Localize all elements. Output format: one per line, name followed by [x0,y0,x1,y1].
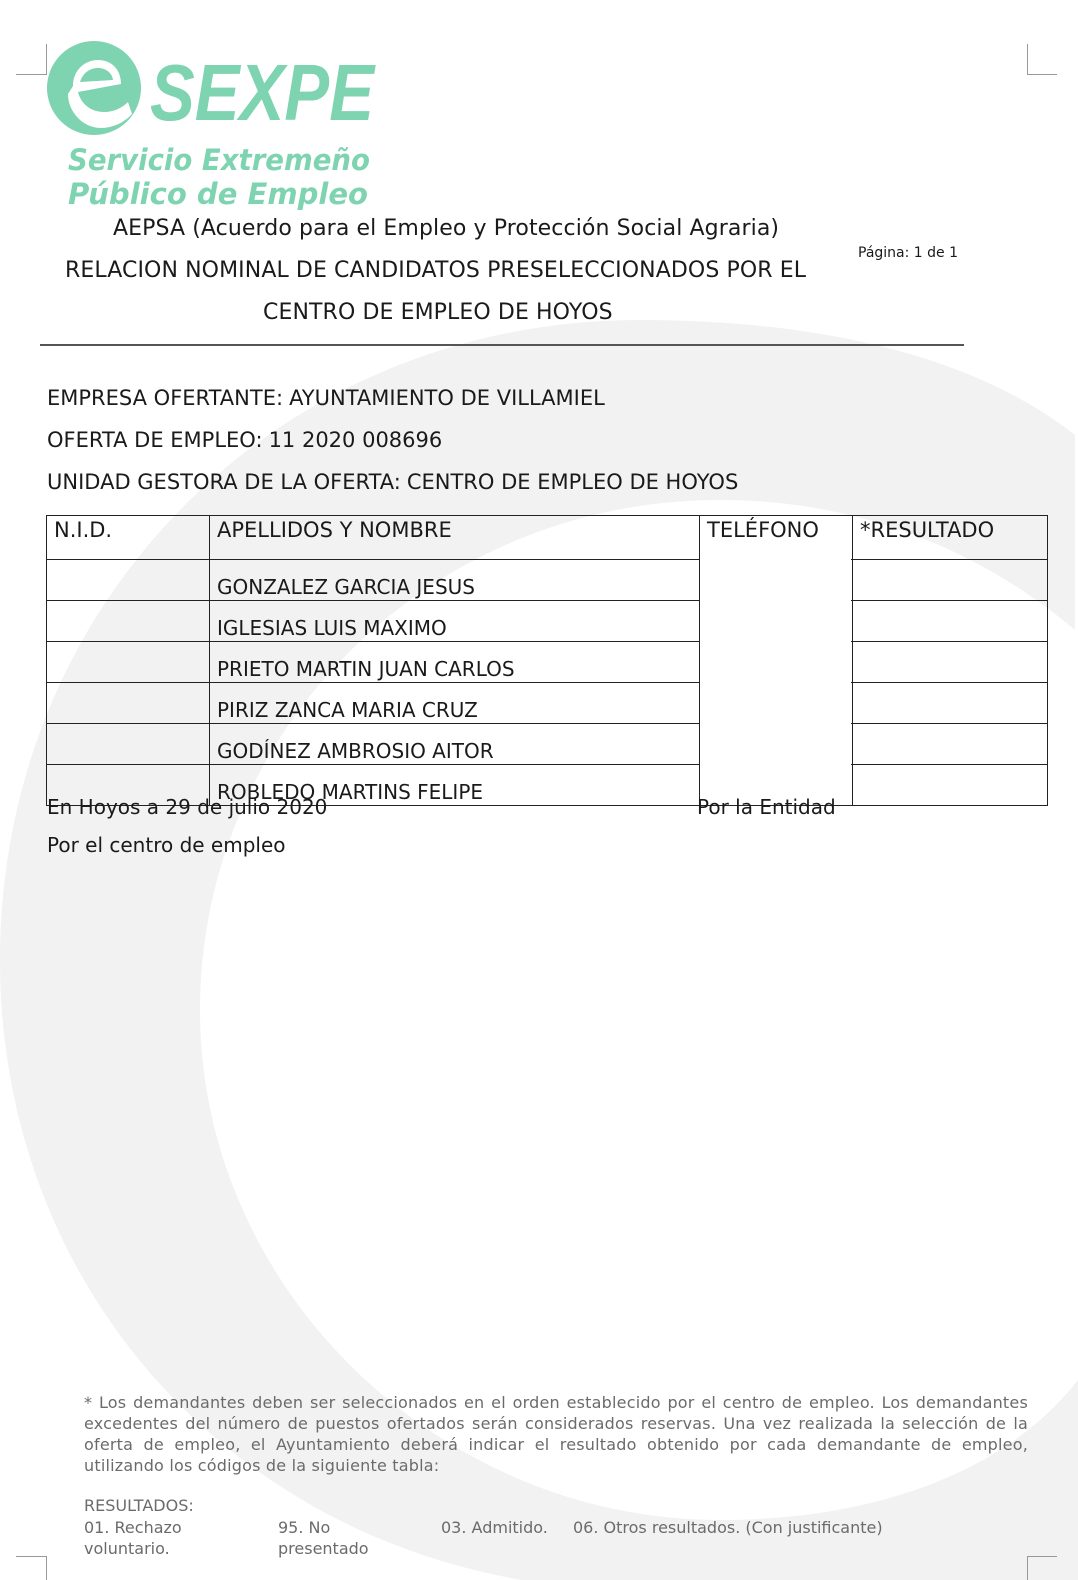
results-title: RESULTADOS: [84,1496,194,1515]
cell-name: ROBLEDO MARTINS FELIPE [210,765,700,806]
table-row [47,560,1048,601]
footer-note: * Los demandantes deben ser seleccionados en el orden establecido por el centro de empleo. Los demandantes excedentes del número de puestos ofertados serán considerados reservas. Una vez realizada la selección de la oferta de empleo, el Ayuntamiento deberá indicar el resultado obtenido por cada demandante de empleo, utilizando los códigos de la siguiente tabla: [84,1393,1028,1475]
company-label: EMPRESA OFERTANTE: [47,386,284,410]
cell-nid [47,724,210,765]
header-result: *RESULTADO [853,516,1048,560]
table-row [47,724,1048,765]
logo-subtitle-1: Servicio Extremeño [68,143,370,177]
cell-result [853,601,1048,642]
unit-value: CENTRO DE EMPLEO DE HOYOS [406,470,739,494]
result-code-06: 06. Otros resultados. (Con justificante) [573,1518,883,1537]
cell-result [853,560,1048,601]
offer-line [47,428,442,452]
header-divider [40,344,964,346]
header-phone: TELÉFONO [700,516,853,560]
place-date: En Hoyos a 29 de julio 2020 [47,795,328,819]
cell-result [853,683,1048,724]
cell-name: PIRIZ ZANCA MARIA CRUZ [210,683,700,724]
company-value: AYUNTAMIENTO DE VILLAMIEL [289,386,605,410]
table-row [47,601,1048,642]
cell-nid [47,642,210,683]
by-center-label: Por el centro de empleo [47,833,286,857]
cell-nid [47,560,210,601]
result-code-01: 01. Rechazo voluntario. [84,1518,182,1558]
cell-name: GODÍNEZ AMBROSIO AITOR [210,724,700,765]
header-line-3: CENTRO DE EMPLEO DE HOYOS [263,300,613,325]
table-row [47,642,1048,683]
header-line-2: RELACION NOMINAL DE CANDIDATOS PRESELECCIONADOS POR EL [65,258,807,283]
cell-nid [47,601,210,642]
cell-result [853,642,1048,683]
header-name: APELLIDOS Y NOMBRE [210,516,700,560]
header-line-1: AEPSA (Acuerdo para el Empleo y Protección Social Agraria) [113,216,780,241]
result-code-95: 95. No presentado [278,1518,369,1558]
company-line [47,386,605,410]
result-code-03: 03. Admitido. [441,1518,548,1537]
redaction-box [700,557,851,795]
header-nid: N.I.D. [47,516,210,560]
offer-label: OFERTA DE EMPLEO: [47,428,263,452]
unit-line [47,470,738,494]
cell-name: PRIETO MARTIN JUAN CARLOS [210,642,700,683]
cell-name: IGLESIAS LUIS MAXIMO [210,601,700,642]
logo-name: SEXPE [150,48,377,137]
by-entity-label: Por la Entidad [697,795,836,819]
cell-nid [47,683,210,724]
table-header-row [47,516,1048,560]
unit-label: UNIDAD GESTORA DE LA OFERTA: [47,470,401,494]
table-row [47,683,1048,724]
cell-result [853,765,1048,806]
sexpe-logo [46,40,386,215]
candidates-table [46,515,1048,806]
logo-subtitle-2: Público de Empleo [68,177,368,211]
cell-result [853,724,1048,765]
page-indicator: Página: 1 de 1 [858,245,959,261]
cell-name: GONZALEZ GARCIA JESUS [210,560,700,601]
offer-value: 11 2020 008696 [268,428,443,452]
